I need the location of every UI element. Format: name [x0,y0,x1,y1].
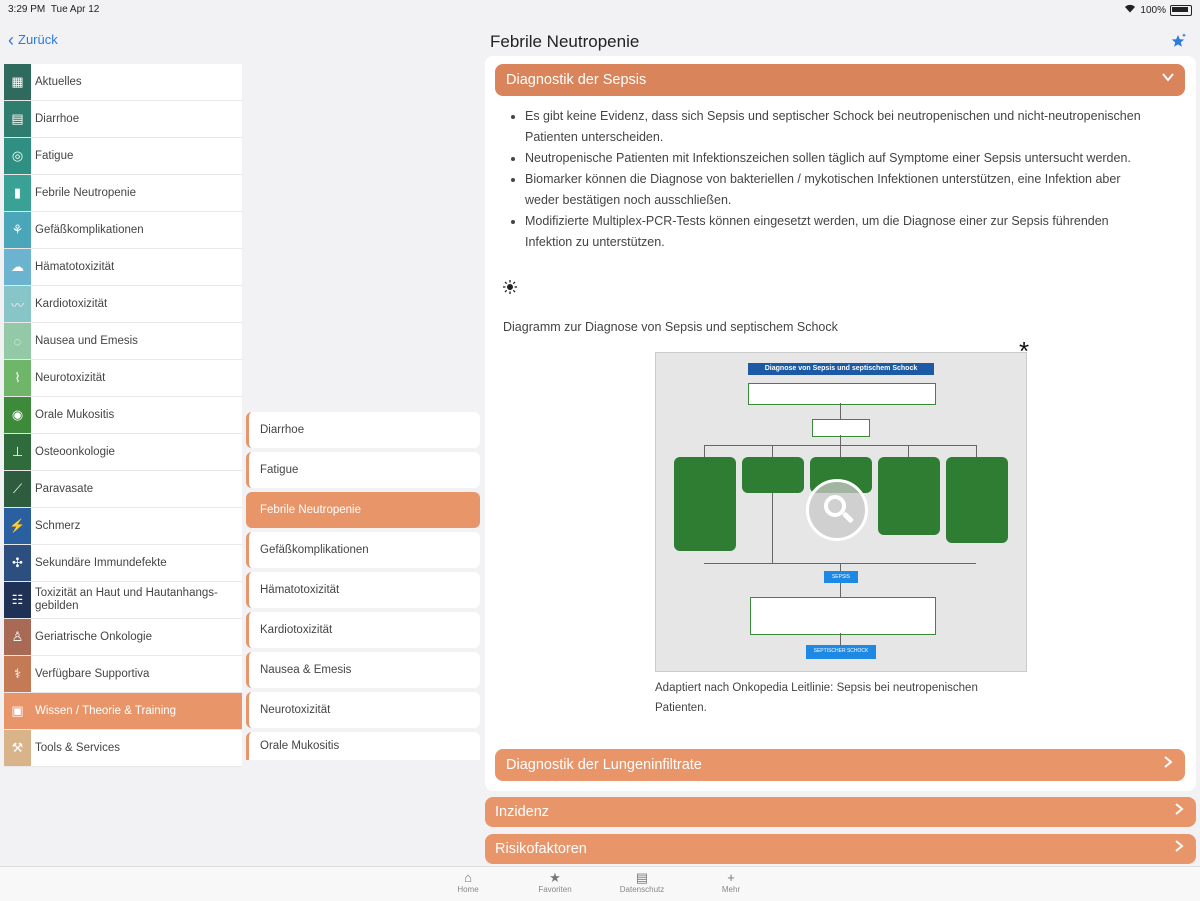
topic-list-label: Hämatotoxizität [260,584,340,596]
wifi-icon [1124,4,1136,16]
sidebar-item-label: Toxizität an Haut und Hautanhangs-gebilden [35,587,218,612]
page-title: Febrile Neutropenie [490,32,640,51]
topic-list-label: Gefäßkomplikationen [260,544,369,556]
diagram-title: Diagnose von Sepsis und septischem Schock [748,363,934,375]
mouth-icon: ◉ [4,397,31,433]
skin-icon: ☷ [4,582,31,618]
sidebar-item-label: Diarrhoe [35,112,80,125]
tab-label: Datenschutz [619,885,665,894]
topic-list [246,412,480,764]
chevron-right-icon [1161,755,1175,774]
vessel-icon: ⚘ [4,212,31,248]
diagram-line [704,445,705,457]
diagram-line [772,493,773,563]
section-title: Risikofaktoren [495,841,587,857]
sidebar-item-label: Aktuelles [35,75,82,88]
category-sidebar [4,64,242,767]
diagram-line [840,435,841,445]
diagram-shock-box: SEPTISCHER SCHOCK [806,645,876,659]
sidebar-item-label: Orale Mukositis [35,408,115,421]
diagram-line [840,633,841,645]
diarrhea-icon: ▤ [4,101,31,137]
tab-favoriten[interactable] [530,871,580,894]
sidebar-item-label: Paravasate [35,482,94,495]
diagram-green-box [742,457,804,493]
chevron-left-icon: ‹ [8,29,14,50]
star-sparkle-icon [1170,32,1188,50]
sidebar-item[interactable] [4,212,242,249]
topic-list-label: Febrile Neutropenie [260,504,362,516]
sidebar-item[interactable] [4,656,242,693]
sidebar-item[interactable] [4,249,242,286]
topic-list-item[interactable] [246,492,480,528]
chevron-right-icon [1172,802,1186,821]
topic-list-item[interactable] [246,532,480,568]
plus-icon: + [727,870,735,885]
topic-list-label: Orale Mukositis [260,740,340,752]
syringe-icon: ⟋ [4,471,31,507]
star-icon: ★ [549,870,561,885]
stomach-icon: ◌ [4,323,31,359]
magnify-icon[interactable] [806,479,868,541]
section-header-lungeninfiltrate[interactable] [495,749,1185,781]
tab-label: Mehr [721,885,741,894]
section-header-sepsis[interactable] [495,64,1185,96]
section-header-inzidenz[interactable] [485,797,1196,827]
diagram-box [748,383,936,405]
battery-percent: 100% [1140,4,1166,16]
document-icon: ▤ [635,870,649,885]
section-title: Diagnostik der Sepsis [506,72,647,88]
topic-list-item[interactable] [246,612,480,648]
diagram-source: Adaptiert nach Onkopedia Leitlinie: Sepsis bei neutropenischen Patienten. [655,682,978,714]
topic-list-label: Fatigue [260,464,299,476]
sidebar-item[interactable] [4,545,242,582]
sidebar-item[interactable] [4,101,242,138]
caduceus-icon: ⚕ [4,656,31,692]
sidebar-item[interactable] [4,508,242,545]
topic-list-item[interactable] [246,692,480,728]
sidebar-item[interactable] [4,286,242,323]
sidebar-item-label: Schmerz [35,519,81,532]
status-right [1124,4,1192,16]
bullet-item: • Biomarker können die Diagnose von bakteriellen / mykotischen Infektionen unterstützen, eine Infektion aber weder bestätigen noch ausschließen. [525,169,1155,211]
chevron-down-icon [1161,70,1175,89]
sidebar-item[interactable] [4,730,242,767]
sidebar-item-label: Verfügbare Supportiva [35,667,150,680]
sidebar-item-label: Geriatrische Onkologie [35,630,152,643]
topic-list-label: Nausea & Emesis [260,664,352,676]
sidebar-item-label: Febrile Neutropenie [35,186,137,199]
diagram-green-box [674,457,736,551]
topic-list-item[interactable] [246,732,480,760]
diagram-box [812,419,870,437]
topic-list-label: Diarrhoe [260,424,305,436]
content-panel [485,56,1196,791]
thermometer-icon: ▮ [4,175,31,211]
sidebar-item-label: Kardiotoxizität [35,297,108,310]
diagram-line [840,563,841,571]
book-icon: ▣ [4,693,31,729]
immune-icon: ✣ [4,545,31,581]
nerve-icon: ⌇ [4,360,31,396]
topic-list-item[interactable] [246,452,480,488]
bullet-item: • Modifizierte Multiplex-PCR-Tests können eingesetzt werden, um die Diagnose einer zur Sepsis führenden Infektion zu unterstützen. [525,211,1155,253]
diagram-caption: Diagramm zur Diagnose von Sepsis und septischem Schock [503,320,838,334]
news-icon: ▦ [4,64,31,100]
sidebar-item-label: Sekundäre Immundefekte [35,556,167,569]
diagram-line [908,445,909,457]
battery-icon [1170,5,1192,16]
status-bar [0,0,1200,20]
topic-list-item[interactable] [246,412,480,448]
bullet-item: • Neutropenische Patienten mit Infektionszeichen sollen täglich auf Symptome einer Sepsis untersucht werden. [525,148,1155,169]
diagram-line [840,403,841,419]
fatigue-icon: ◎ [4,138,31,174]
section-header-risikofaktoren[interactable] [485,834,1196,864]
favorite-star-button[interactable] [1170,32,1188,55]
sidebar-item-label: Neurotoxizität [35,371,106,384]
tab-mehr[interactable] [706,871,756,894]
diagram-line [976,445,977,457]
blood-icon: ☁ [4,249,31,285]
topic-list-item[interactable] [246,652,480,688]
chevron-right-icon [1172,839,1186,858]
topic-list-item[interactable] [246,572,480,608]
sidebar-item[interactable] [4,693,242,730]
diagram-box [750,597,936,635]
sidebar-item-label: Wissen / Theorie & Training [35,704,177,717]
diagram-green-box [946,457,1008,543]
topic-list-label: Kardiotoxizität [260,624,333,636]
sidebar-item[interactable] [4,138,242,175]
sidebar-item-label: Gefäßkomplikationen [35,223,144,236]
elderly-icon: ♙ [4,619,31,655]
status-time: 3:29 PM Tue Apr 12 [8,4,100,15]
diagram-line [840,583,841,597]
sidebar-item-label: Tools & Services [35,741,121,754]
section-title: Inzidenz [495,804,550,820]
sidebar-item[interactable] [4,64,242,101]
sidebar-item-label: Fatigue [35,149,74,162]
sidebar-item[interactable] [4,323,242,360]
sidebar-item[interactable] [4,434,242,471]
asterisk-icon: * [1019,336,1030,366]
sidebar-item-label: Osteoonkologie [35,445,115,458]
diagram-green-box [878,457,940,535]
sidebar-item-label: Nausea und Emesis [35,334,138,347]
bullet-item: • Es gibt keine Evidenz, dass sich Sepsis und septischer Schock bei neutropenischen und nicht-neutropenischen Patienten unterscheiden. [525,106,1155,148]
back-label: Zurück [18,32,58,47]
tab-bar [0,866,1200,901]
sun-icon [503,280,517,299]
tab-datenschutz[interactable] [617,871,667,894]
diagram-sepsis-box: SEPSIS [824,571,858,583]
sidebar-item[interactable] [4,582,242,619]
sidebar-item[interactable] [4,619,242,656]
home-icon: ⌂ [464,870,472,885]
tab-home[interactable] [443,871,493,894]
wrench-icon: ⚒ [4,730,31,766]
pain-icon: ⚡ [4,508,31,544]
back-button[interactable] [8,29,58,50]
sidebar-item[interactable] [4,397,242,434]
topic-list-label: Neurotoxizität [260,704,331,716]
sidebar-item[interactable] [4,175,242,212]
tab-label: Home [457,885,479,894]
sidebar-item[interactable] [4,360,242,397]
heart-icon: 〰 [4,286,31,322]
sepsis-bullet-list [507,106,1155,253]
section-title: Diagnostik der Lungeninfiltrate [506,757,702,773]
bone-icon: ⊥ [4,434,31,470]
diagram-line [772,445,773,457]
sidebar-item[interactable] [4,471,242,508]
sepsis-diagram-image[interactable] [655,352,1027,672]
sidebar-item-label: Hämatotoxizität [35,260,115,273]
tab-label: Favoriten [538,885,572,894]
diagram-line [840,445,841,457]
